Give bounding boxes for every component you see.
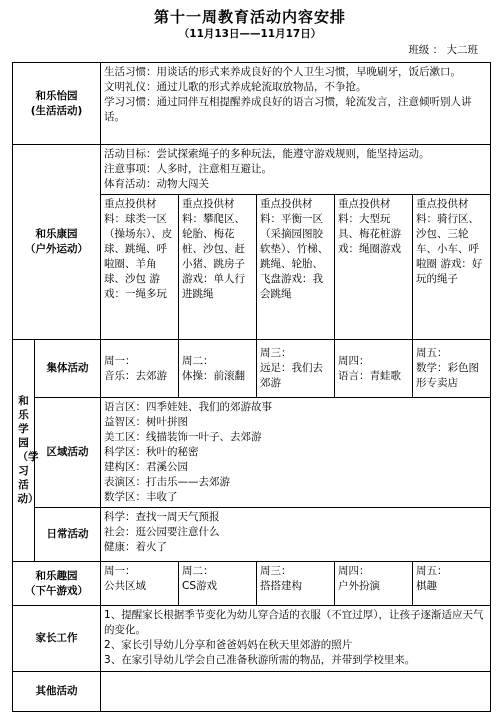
area-line: 表演区：打击乐——去郊游 — [104, 476, 231, 488]
outdoor-area-5: 重点投供材料：骑行区、沙包、三轮车、小车、呼啦圈 游戏：好玩的绳子 — [413, 195, 491, 340]
games-friday — [413, 562, 491, 606]
day-label: 周一： — [104, 565, 136, 577]
class-label: 班级 ： 大二班 — [408, 44, 478, 56]
schedule-table — [12, 62, 491, 712]
day-label: 周五： — [416, 565, 448, 577]
parents-category: 家长工作 — [13, 606, 101, 672]
games-category-sub: （下午游戏） — [25, 584, 88, 597]
day-content: 搭搭建构 — [260, 580, 303, 592]
outdoor-area-2: 重点投供材料：攀爬区、轮胎、梅花桩、沙包、赶小猪、跳房子 游戏：单人行进跳绳 — [179, 195, 257, 340]
day-label: 周二： — [182, 565, 214, 577]
day-content: 棋趣 — [416, 580, 438, 592]
group-friday — [413, 340, 491, 398]
day-label: 周五： — [416, 347, 448, 359]
outdoor-category — [13, 145, 101, 340]
outdoor-intro-line: 注意事项：人多时，注意相互避让。 — [104, 163, 273, 175]
other-row — [13, 672, 491, 712]
area-line: 语言区：四季娃娃、我们的郊游故事 — [104, 401, 273, 413]
area-line: 科学区：秋叶的秘密 — [104, 446, 199, 458]
games-tuesday — [179, 562, 257, 606]
area-activity-content — [101, 398, 491, 508]
area-line: 建构区：君溪公园 — [104, 461, 189, 473]
group-thursday — [335, 340, 413, 398]
outdoor-intro-line: 活动目标：尝试探索绳子的多种玩法，能遵守游戏规则，能坚持运动。 — [104, 148, 430, 160]
day-content: CS游戏 — [182, 580, 218, 592]
parents-content — [101, 606, 491, 672]
daily-line: 社会：逛公园要注意什么 — [104, 526, 220, 538]
daily-line: 健康：着火了 — [104, 541, 168, 553]
life-line: 生活习惯：用谈话的形式来养成良好的个人卫生习惯，早晚刷牙，饭后漱口。 — [104, 66, 462, 78]
life-line: 文明礼仪：通过儿歌的形式养成轮流取放物品，不争抢。 — [104, 81, 367, 93]
day-label: 周三： — [260, 347, 292, 359]
day-label: 周一： — [104, 354, 136, 367]
other-content — [101, 672, 491, 712]
group-activity-row — [13, 340, 491, 398]
daily-activity-content — [101, 508, 491, 562]
life-category-sub: (生活活动) — [30, 104, 83, 117]
life-content — [101, 63, 491, 145]
page-title: 第十一周教育活动内容安排 — [153, 8, 346, 26]
daily-line: 科学：查找一周天气预报 — [104, 511, 220, 523]
day-content: 户外扮演 — [338, 580, 381, 592]
date-range: （11月13日——11月17日） — [178, 28, 322, 40]
area-activity-row — [13, 398, 491, 508]
outdoor-category-sub: （户外运动） — [25, 243, 88, 255]
parents-line: 3、在家引导幼儿学会自己准备秋游所需的物品，并带到学校里来。 — [104, 654, 416, 666]
area-line: 美工区：线描装饰一叶子、去郊游 — [104, 431, 262, 443]
group-monday — [101, 340, 179, 398]
group-activity-label: 集体活动 — [35, 340, 101, 398]
group-wednesday — [257, 340, 335, 398]
parents-row — [13, 606, 491, 672]
day-content: 音乐：去郊游 — [104, 369, 168, 382]
life-category-title: 和乐怡园 — [35, 89, 78, 102]
outdoor-intro — [101, 145, 491, 195]
day-content: 远足：我们去郊游 — [260, 362, 324, 389]
day-label: 周二： — [182, 354, 214, 367]
games-row — [13, 562, 491, 606]
games-category-title: 和乐趣园 — [35, 569, 78, 582]
day-content: 语言：青蛙歌 — [338, 369, 402, 382]
day-label: 周三： — [260, 565, 292, 577]
day-content: 体操：前滚翻 — [182, 369, 246, 382]
daily-activity-row — [13, 508, 491, 562]
outdoor-category-title: 和乐康园 — [35, 228, 78, 240]
life-category — [13, 63, 101, 145]
area-line: 数学区：丰收了 — [104, 491, 178, 503]
outdoor-intro-row — [13, 145, 491, 195]
area-activity-label: 区域活动 — [35, 398, 101, 508]
other-category: 其他活动 — [13, 672, 101, 712]
outdoor-area-3: 重点投供材料：平衡一区（采摘园图胶软垫）、竹梯、跳绳、轮胎、飞盘游戏：我会跳绳 — [257, 195, 335, 340]
outdoor-area-4: 重点投供材料：大型玩具、梅花桩游戏：绳圈游戏 — [335, 195, 413, 340]
day-content: 公共区域 — [104, 580, 147, 592]
day-label: 周四： — [338, 354, 370, 367]
outdoor-intro-line: 体育活动：动物大闯关 — [104, 178, 210, 190]
day-label: 周四： — [338, 565, 370, 577]
parents-line: 2、家长引导幼儿分享和爸爸妈妈在秋天里郊游的照片 — [104, 639, 353, 651]
learning-category — [13, 340, 39, 562]
learning-category-label: 和乐学园（学习活动） — [17, 395, 39, 505]
life-line: 学习习惯：通过同伴互相提醒养成良好的语言习惯，轮流发言，注意倾听别人讲话。 — [104, 96, 472, 123]
day-content: 数学：彩色图形专卖店 — [416, 362, 480, 389]
parents-line: 1、提醒家长根据季节变化为幼儿穿合适的衣服（不宜过厚），让孩子逐渐适应天气的变化。 — [104, 609, 484, 636]
outdoor-area-1: 重点投供材料：球类一区（操场东）、皮球、跳绳、呼啦圈、羊角球、沙包 游戏：一绳多玩 — [101, 195, 179, 340]
games-monday — [101, 562, 179, 606]
games-thursday — [335, 562, 413, 606]
games-category — [13, 562, 101, 606]
group-tuesday — [179, 340, 257, 398]
daily-activity-label: 日常活动 — [35, 508, 101, 562]
games-wednesday — [257, 562, 335, 606]
life-row — [13, 63, 491, 145]
area-line: 益智区：树叶拼图 — [104, 416, 189, 428]
